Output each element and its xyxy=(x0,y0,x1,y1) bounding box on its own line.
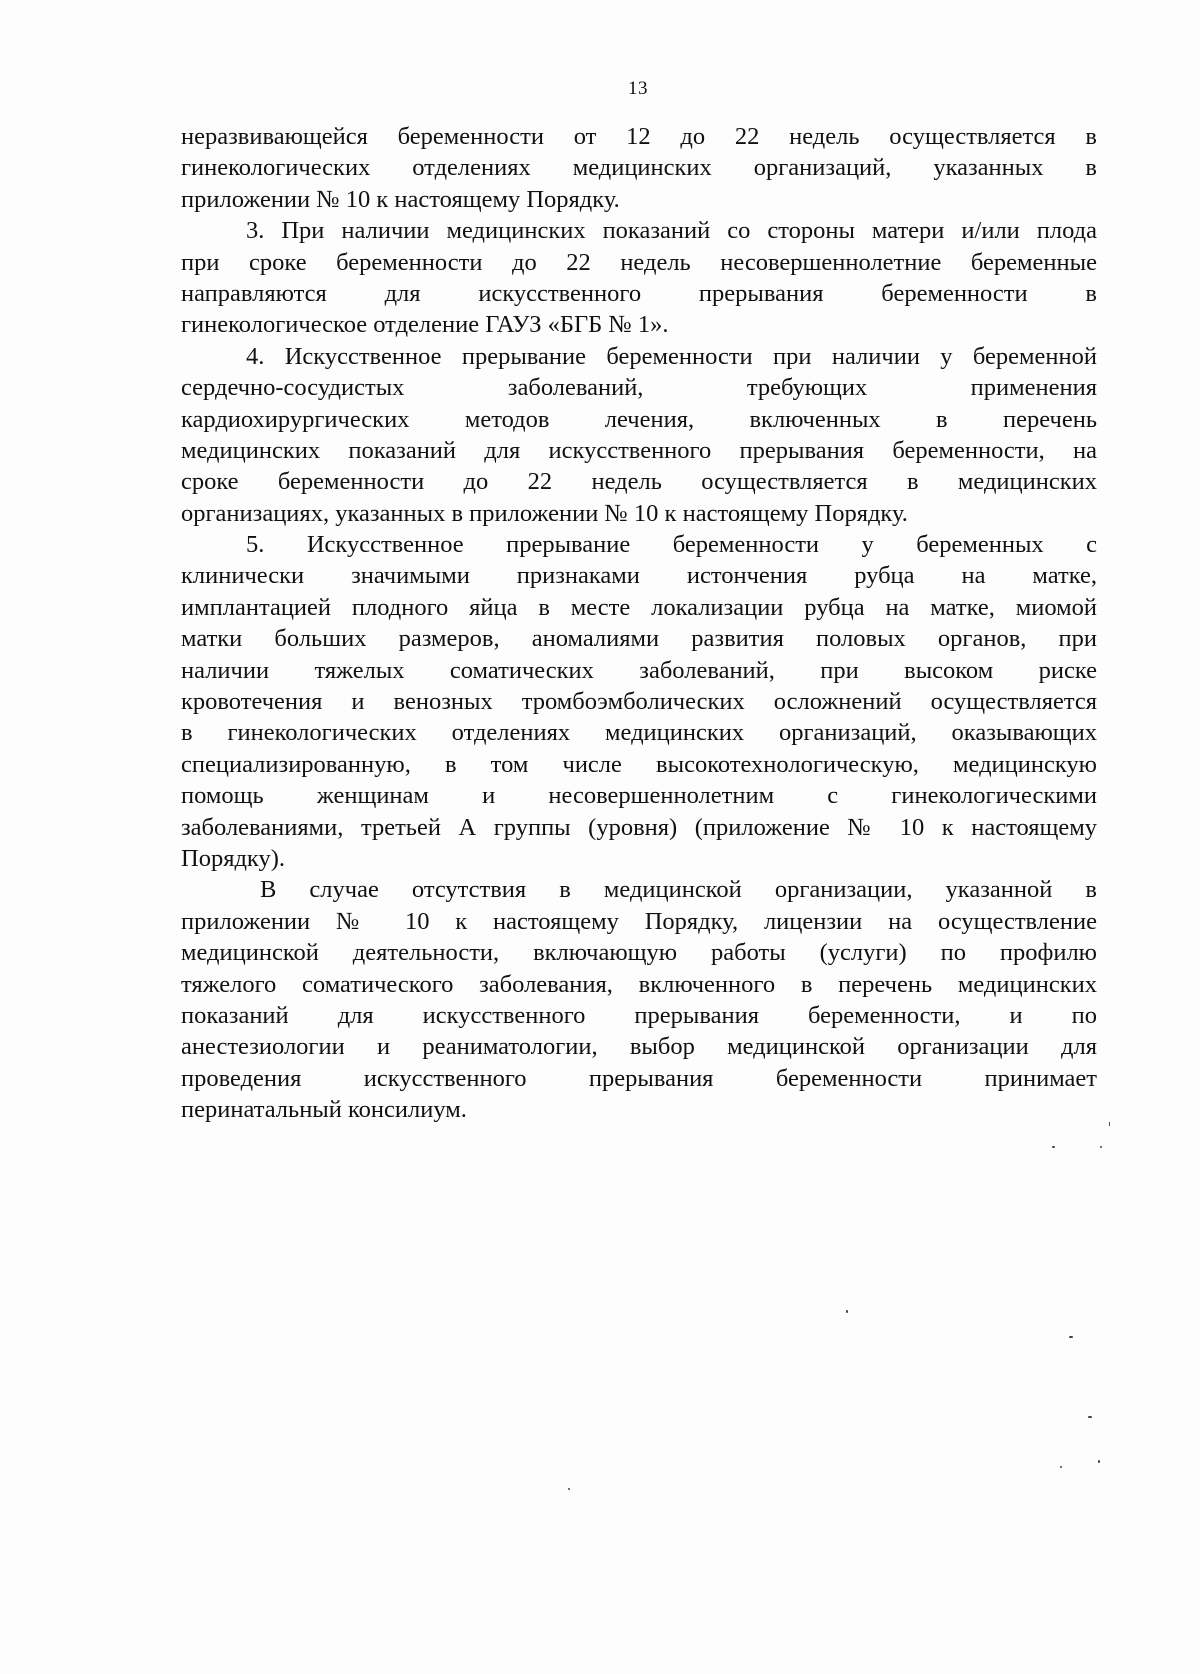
page-number: 13 xyxy=(628,78,648,99)
paragraph-continuation xyxy=(181,121,1097,215)
text-line: гинекологическое отделение ГАУЗ «БГБ № 1». xyxy=(181,311,669,339)
paragraph-item-3 xyxy=(181,215,1097,341)
text-line: В случае отсутствия в медицинской организации, указанной в xyxy=(260,876,1097,904)
scan-speck xyxy=(846,1310,848,1313)
text-line: в гинекологических отделениях медицинских организаций, оказывающих xyxy=(181,719,1097,747)
text-line: проведения искусственного прерывания беременности принимает xyxy=(181,1064,1097,1092)
scan-speck xyxy=(1088,1416,1092,1418)
scan-speck xyxy=(1052,1146,1055,1148)
scan-speck xyxy=(1100,1146,1102,1148)
text-line: приложении № 10 к настоящему Порядку, лицензии на осуществление xyxy=(181,907,1097,935)
text-line: организациях, указанных в приложении № 10 к настоящему Порядку. xyxy=(181,499,908,527)
text-line: 5. Искусственное прерывание беременности у беременных с xyxy=(246,531,1097,559)
paragraph-item-4 xyxy=(181,341,1097,529)
text-line: заболеваниями, третьей А группы (уровня) (приложение № 10 к настоящему xyxy=(181,813,1097,841)
text-line: тяжелого соматического заболевания, включенного в перечень медицинских xyxy=(181,970,1097,998)
text-line: Порядку). xyxy=(181,844,286,872)
text-line: гинекологических отделениях медицинских организаций, указанных в xyxy=(181,154,1097,182)
text-line: кардиохирургических методов лечения, включенных в перечень xyxy=(181,405,1097,433)
text-line: показаний для искусственного прерывания беременности, и по xyxy=(181,1001,1097,1029)
text-line: 3. При наличии медицинских показаний со стороны матери и/или плода xyxy=(246,217,1097,245)
text-line: помощь женщинам и несовершеннолетним с гинекологическими xyxy=(181,782,1097,810)
text-line: медицинских показаний для искусственного прерывания беременности, на xyxy=(181,436,1097,464)
text-line: неразвивающейся беременности от 12 до 22 недель осуществляется в xyxy=(181,123,1097,150)
document-body xyxy=(181,121,1097,1126)
scan-speck xyxy=(1109,1122,1110,1126)
paragraph-item-5 xyxy=(181,529,1097,874)
text-line: клинически значимыми признаками истончения рубца на матке, xyxy=(181,562,1097,590)
text-line: перинатальный консилиум. xyxy=(181,1096,467,1124)
text-line: матки больших размеров, аномалиями развития половых органов, при xyxy=(181,625,1097,653)
text-line: сердечно-сосудистых заболеваний, требующих применения xyxy=(181,374,1097,402)
text-line: наличии тяжелых соматических заболеваний, при высоком риске xyxy=(181,656,1097,684)
text-line: 4. Искусственное прерывание беременности при наличии у беременной xyxy=(246,342,1097,370)
scan-speck xyxy=(1069,1336,1073,1338)
scan-speck xyxy=(568,1488,570,1490)
text-line: направляются для искусственного прерывания беременности в xyxy=(181,279,1097,307)
text-line: приложении № 10 к настоящему Порядку. xyxy=(181,185,620,213)
text-line: сроке беременности до 22 недель осуществляется в медицинских xyxy=(181,468,1097,496)
scan-speck xyxy=(1098,1460,1100,1463)
paragraph-absence-clause xyxy=(181,874,1097,1125)
text-line: специализированную, в том числе высокотехнологическую, медицинскую xyxy=(181,750,1097,778)
scan-speck xyxy=(1060,1466,1062,1468)
text-line: при сроке беременности до 22 недель несовершеннолетние беременные xyxy=(181,248,1097,276)
text-line: анестезиологии и реаниматологии, выбор медицинской организации для xyxy=(181,1033,1097,1061)
text-line: кровотечения и венозных тромбоэмболических осложнений осуществляется xyxy=(181,688,1097,716)
text-line: имплантацией плодного яйца в месте локализации рубца на матке, миомой xyxy=(181,593,1097,621)
text-line: медицинской деятельности, включающую работы (услуги) по профилю xyxy=(181,939,1097,967)
